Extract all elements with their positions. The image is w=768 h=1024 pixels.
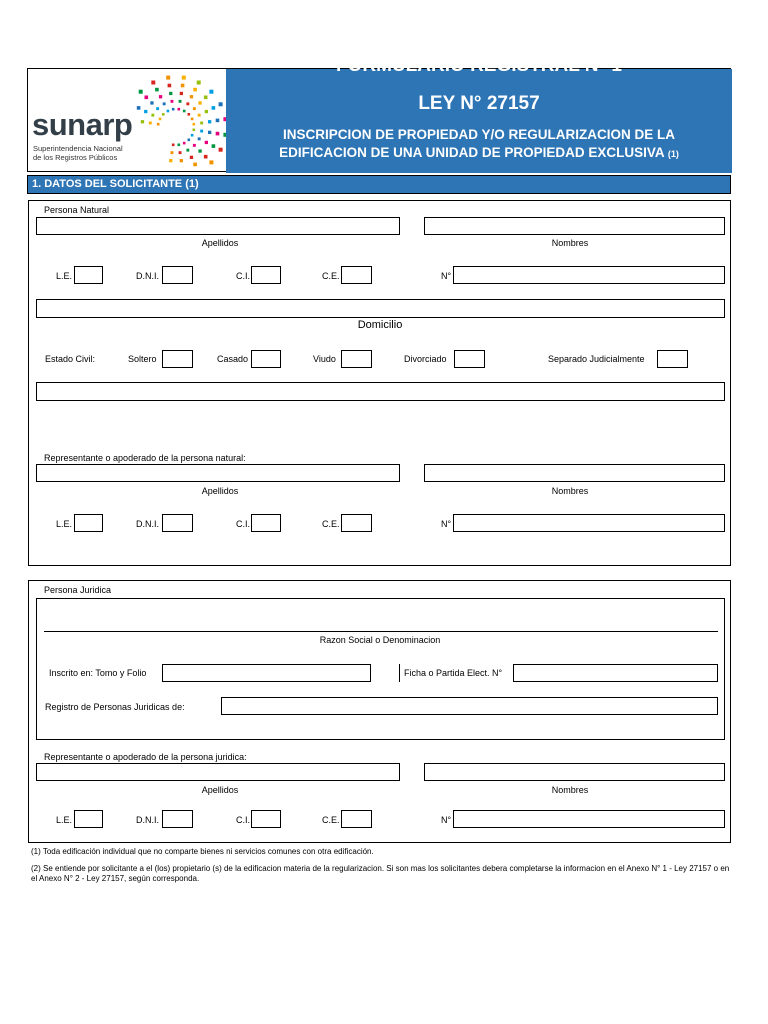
logo-ray-mark xyxy=(183,110,186,113)
footnote-2: (2) Se entiende por solicitante a el (los) propietario (s) de la edificacion materia de la regularizacion. Si son mas los solicitantes debera completarse la informacion en el Anexo N° 1 - Ley 27157 o en el Anexo N° 2 - Ley 27157, según corresponda. xyxy=(31,864,730,883)
logo-ray-mark xyxy=(162,113,165,116)
logo-ray-mark xyxy=(191,118,194,121)
estado-civil-detail-field[interactable] xyxy=(36,382,725,401)
rep-apellidos-label: Apellidos xyxy=(201,486,239,496)
logo-ray-mark xyxy=(216,132,220,136)
logo-tagline: Superintendencia Nacional xyxy=(33,144,123,153)
logo-ray-mark xyxy=(172,108,175,111)
domicilio-label: Domicilio xyxy=(357,319,403,331)
logo-ray-mark xyxy=(219,148,223,152)
logo-ray-mark xyxy=(149,122,152,125)
registro-field[interactable] xyxy=(221,697,718,715)
logo-ray-mark xyxy=(171,100,174,103)
separado-label: Separado Judicialmente xyxy=(548,354,645,364)
logo-ray-mark xyxy=(141,120,144,123)
footnote-1: (1) Toda edificación individual que no comparte bienes ni servicios comunes con otra edificación. xyxy=(31,847,374,856)
logo-ray-mark xyxy=(193,107,196,110)
law-number: LEY N° 27157 xyxy=(418,93,540,114)
logo-ray-mark xyxy=(155,88,159,92)
representante-natural-heading: Representante o apoderado de la persona natural: xyxy=(44,453,246,463)
logo-ray-mark xyxy=(209,160,213,164)
logo-ray-mark xyxy=(208,131,211,134)
section-title: 1. DATOS DEL SOLICITANTE (1) xyxy=(32,178,199,190)
domicilio-field[interactable] xyxy=(36,299,725,318)
soltero-checkbox[interactable] xyxy=(162,350,193,368)
logo-ray-mark xyxy=(208,120,211,123)
logo-ray-mark xyxy=(181,84,185,88)
logo-ray-mark xyxy=(205,110,208,113)
logo-ray-mark xyxy=(168,84,172,88)
divorciado-checkbox[interactable] xyxy=(454,350,485,368)
logo-ray-mark xyxy=(186,102,189,105)
logo-ray-mark xyxy=(193,163,197,167)
logo-ray-mark xyxy=(179,151,182,154)
logo-ray-mark xyxy=(166,76,170,80)
jur-rep-dni-label: D.N.I. xyxy=(136,815,160,825)
logo-ray-mark xyxy=(183,142,186,145)
logo-ray-mark xyxy=(197,81,201,85)
casado-label: Casado xyxy=(217,354,249,364)
rep-ci-label: C.I. xyxy=(236,519,251,529)
logo-ray-mark xyxy=(200,130,203,133)
ce-field[interactable] xyxy=(341,266,372,284)
separado-checkbox[interactable] xyxy=(657,350,688,368)
form-subtitle: INSCRIPCION DE PROPIEDAD Y/O REGULARIZACION DE LA xyxy=(282,127,676,142)
ci-label: C.I. xyxy=(236,271,251,281)
form-header xyxy=(27,55,731,172)
logo-ray-mark xyxy=(169,92,172,95)
logo-ray-mark xyxy=(216,119,220,123)
logo-text: sunarp xyxy=(32,107,133,142)
logo-ray-mark xyxy=(198,101,201,104)
logo-ray-mark xyxy=(190,156,193,159)
logo-ray-mark xyxy=(172,144,175,147)
divorciado-label: Divorciado xyxy=(404,354,447,364)
logo-ray-mark xyxy=(139,90,143,94)
ficha-partida-field[interactable] xyxy=(513,664,718,682)
jur-rep-le-field[interactable] xyxy=(74,810,103,828)
le-field[interactable] xyxy=(74,266,103,284)
logo-ray-mark xyxy=(190,95,193,98)
logo-ray-mark xyxy=(193,88,197,92)
dni-label: D.N.I. xyxy=(136,271,160,281)
estado-civil-label: Estado Civil: xyxy=(45,354,96,364)
jur-rep-ce-label: C.E. xyxy=(322,815,340,825)
le-label: L.E. xyxy=(56,271,73,281)
form-subtitle: EDIFICACION DE UNA UNIDAD DE PROPIEDAD EXCLUSIVA (1) xyxy=(279,145,679,160)
logo-ray-mark xyxy=(151,81,155,85)
nombres-field[interactable] xyxy=(424,217,725,235)
nombres-label: Nombres xyxy=(551,238,589,248)
ce-label: C.E. xyxy=(322,271,340,281)
apellidos-field[interactable] xyxy=(36,217,400,235)
jur-rep-document-number-field[interactable] xyxy=(453,810,725,828)
rep-document-number-field[interactable] xyxy=(453,514,725,532)
viudo-checkbox[interactable] xyxy=(341,350,372,368)
jur-rep-number-label: N° xyxy=(441,815,452,825)
logo-tagline: de los Registros Públicos xyxy=(33,153,118,162)
soltero-label: Soltero xyxy=(128,354,157,364)
apellidos-label: Apellidos xyxy=(201,238,239,248)
logo-ray-mark xyxy=(204,155,208,159)
logo-ray-mark xyxy=(219,102,223,106)
subtitle-note: (1) xyxy=(667,149,679,159)
logo-ray-mark xyxy=(193,123,196,126)
logo-ray-mark xyxy=(212,106,216,110)
logo-ray-mark xyxy=(212,144,216,148)
jur-rep-ce-field[interactable] xyxy=(341,810,372,828)
logo-ray-mark xyxy=(198,137,201,140)
razon-social-field[interactable] xyxy=(44,631,718,632)
logo-ray-mark xyxy=(188,139,191,142)
jur-rep-dni-field[interactable] xyxy=(162,810,193,828)
jur-rep-ci-label: C.I. xyxy=(236,815,251,825)
logo-ray-mark xyxy=(178,144,181,147)
logo-ray-mark xyxy=(178,108,181,111)
jur-rep-ci-field[interactable] xyxy=(251,810,281,828)
logo-ray-mark xyxy=(200,122,203,125)
persona-natural-heading: Persona Natural xyxy=(44,205,110,215)
ficha-label: Ficha o Partida Elect. N° xyxy=(404,668,503,678)
logo-ray-mark xyxy=(167,110,170,113)
sunarp-logo-icon xyxy=(136,71,228,169)
logo-ray-mark xyxy=(193,144,196,147)
rep-le-field[interactable] xyxy=(74,514,103,532)
jur-rep-le-label: L.E. xyxy=(56,815,73,825)
rep-apellidos-field[interactable] xyxy=(36,464,400,482)
logo-ray-mark xyxy=(150,101,153,104)
rep-dni-field[interactable] xyxy=(162,514,193,532)
logo-ray-mark xyxy=(188,113,191,116)
logo-ray-mark xyxy=(180,159,183,162)
rep-dni-label: D.N.I. xyxy=(136,519,160,529)
casado-checkbox[interactable] xyxy=(251,350,281,368)
logo-ray-mark xyxy=(191,134,194,137)
logo-ray-mark xyxy=(209,90,213,94)
rep-ci-field[interactable] xyxy=(251,514,281,532)
razon-social-label: Razon Social o Denominacion xyxy=(319,635,441,645)
viudo-label: Viudo xyxy=(313,354,336,364)
document-number-field[interactable] xyxy=(453,266,725,284)
rep-ce-label: C.E. xyxy=(322,519,340,529)
logo-ray-mark xyxy=(137,106,141,110)
logo-ray-mark xyxy=(151,114,154,117)
jur-rep-apellidos-label: Apellidos xyxy=(201,785,239,795)
form-title: FORMULARIO REGISTRAL N° 1 xyxy=(336,55,622,76)
number-label: N° xyxy=(441,271,452,281)
ci-field[interactable] xyxy=(251,266,281,284)
logo-ray-mark xyxy=(179,100,182,103)
logo-ray-mark xyxy=(157,123,160,126)
logo-ray-mark xyxy=(144,110,147,113)
logo-ray-mark xyxy=(159,118,162,121)
logo-ray-mark xyxy=(180,92,183,95)
tomo-folio-field[interactable] xyxy=(162,664,371,682)
logo-ray-mark xyxy=(186,149,189,152)
jur-rep-apellidos-field[interactable] xyxy=(36,763,400,781)
rep-nombres-field[interactable] xyxy=(424,464,725,482)
logo-ray-mark xyxy=(198,114,201,117)
rep-ce-field[interactable] xyxy=(341,514,372,532)
logo-ray-mark xyxy=(163,102,166,105)
dni-field[interactable] xyxy=(162,266,193,284)
section-header xyxy=(27,175,731,194)
rep-nombres-label: Nombres xyxy=(551,486,589,496)
rep-le-label: L.E. xyxy=(56,519,73,529)
registro-label: Registro de Personas Juridicas de: xyxy=(45,702,185,712)
persona-juridica-heading: Persona Juridica xyxy=(44,585,112,595)
divider xyxy=(399,664,400,682)
logo-ray-mark xyxy=(204,96,208,100)
logo-ray-mark xyxy=(159,95,162,98)
jur-rep-nombres-label: Nombres xyxy=(551,785,589,795)
representante-juridica-heading: Representante o apoderado de la persona juridica: xyxy=(44,752,247,762)
logo-ray-mark xyxy=(193,129,196,132)
logo-ray-mark xyxy=(145,96,149,100)
rep-number-label: N° xyxy=(441,519,452,529)
logo-ray-mark xyxy=(182,76,186,80)
logo-ray-mark xyxy=(169,159,172,162)
jur-rep-nombres-field[interactable] xyxy=(424,763,725,781)
logo-ray-mark xyxy=(198,149,201,152)
inscrito-label: Inscrito en: Tomo y Folio xyxy=(49,668,147,678)
logo-ray-mark xyxy=(171,151,174,154)
header-title-block xyxy=(226,55,732,173)
logo-ray-mark xyxy=(205,141,208,144)
logo-ray-mark xyxy=(156,107,159,110)
